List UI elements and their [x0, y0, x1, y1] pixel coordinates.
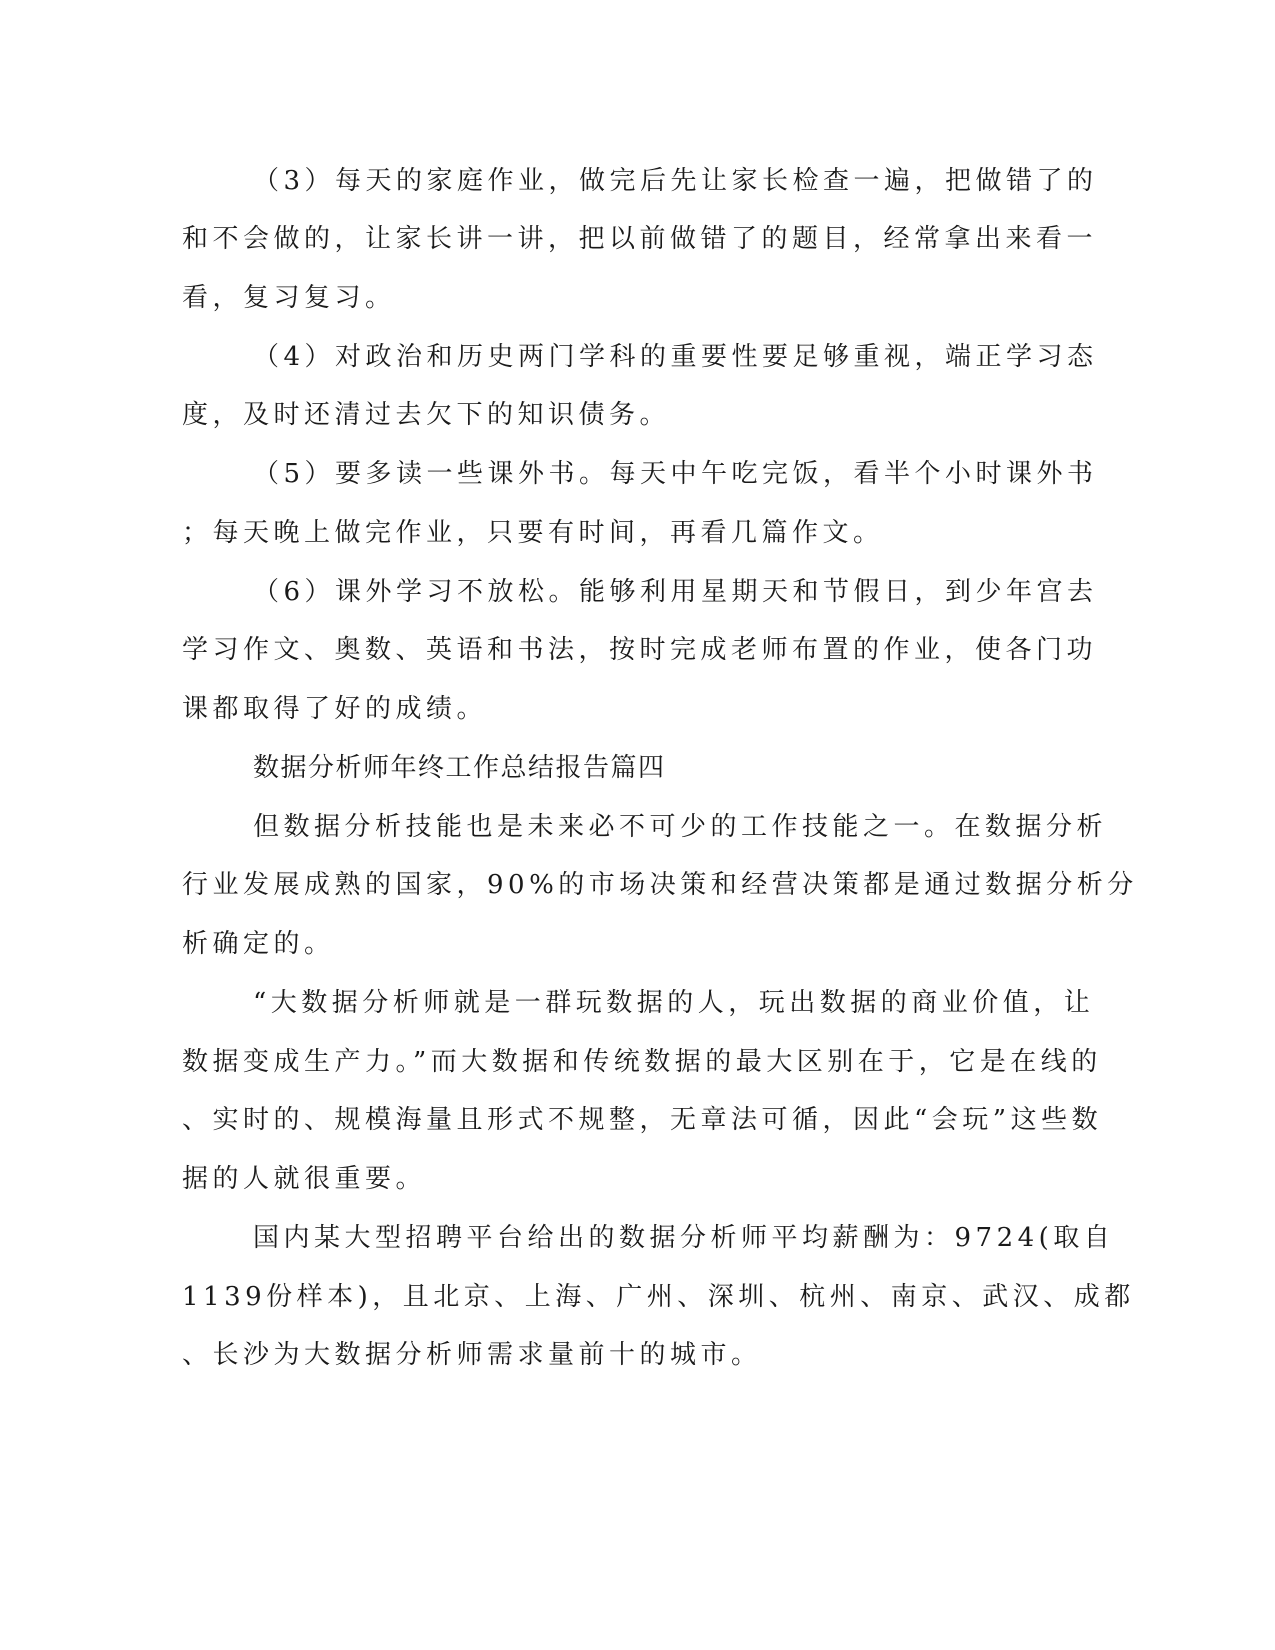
- paragraph-7-line-3: 析确定的。: [182, 929, 335, 959]
- paragraph-9-line-1: 国内某大型招聘平台给出的数据分析师平均薪酬为：9724(取自: [253, 1223, 1115, 1253]
- paragraph-9-line-2: 1139份样本)，且北京、上海、广州、深圳、杭州、南京、武汉、成都: [182, 1282, 1135, 1312]
- paragraph-3-line-3: 看，复习复习。: [182, 283, 396, 313]
- paragraph-4-line-1: （4）对政治和历史两门学科的重要性要足够重视，端正学习态: [253, 342, 1098, 372]
- paragraph-7-line-1: 但数据分析技能也是未来必不可少的工作技能之一。在数据分析: [253, 812, 1108, 842]
- paragraph-6-line-1: （6）课外学习不放松。能够利用星期天和节假日，到少年宫去: [253, 577, 1098, 607]
- paragraph-7-line-2: 行业发展成熟的国家，90%的市场决策和经营决策都是通过数据分析分: [182, 870, 1138, 900]
- paragraph-4-line-2: 度，及时还清过去欠下的知识债务。: [182, 400, 671, 430]
- paragraph-5-line-2: ；每天晚上做完作业，只要有时间，再看几篇作文。: [182, 518, 884, 548]
- paragraph-3-line-2: 和不会做的，让家长讲一讲，把以前做错了的题目，经常拿出来看一: [182, 224, 1098, 254]
- paragraph-9-line-3: 、长沙为大数据分析师需求量前十的城市。: [182, 1340, 762, 1370]
- paragraph-6-line-2: 学习作文、奥数、英语和书法，按时完成老师布置的作业，使各门功: [182, 635, 1098, 665]
- paragraph-8-line-4: 据的人就很重要。: [182, 1164, 427, 1194]
- paragraph-6-line-3: 课都取得了好的成绩。: [182, 694, 488, 724]
- paragraph-8-line-2: 数据变成生产力。”而大数据和传统数据的最大区别在于，它是在线的: [182, 1047, 1102, 1077]
- paragraph-8-line-1: “大数据分析师就是一群玩数据的人，玩出数据的商业价值，让: [253, 988, 1095, 1018]
- paragraph-3-line-1: （3）每天的家庭作业，做完后先让家长检查一遍，把做错了的: [253, 166, 1098, 196]
- paragraph-8-line-3: 、实时的、规模海量且形式不规整，无章法可循，因此“会玩”这些数: [182, 1105, 1103, 1135]
- paragraph-5-line-1: （5）要多读一些课外书。每天中午吃完饭，看半个小时课外书: [253, 459, 1098, 489]
- section-title: 数据分析师年终工作总结报告篇四: [253, 753, 666, 783]
